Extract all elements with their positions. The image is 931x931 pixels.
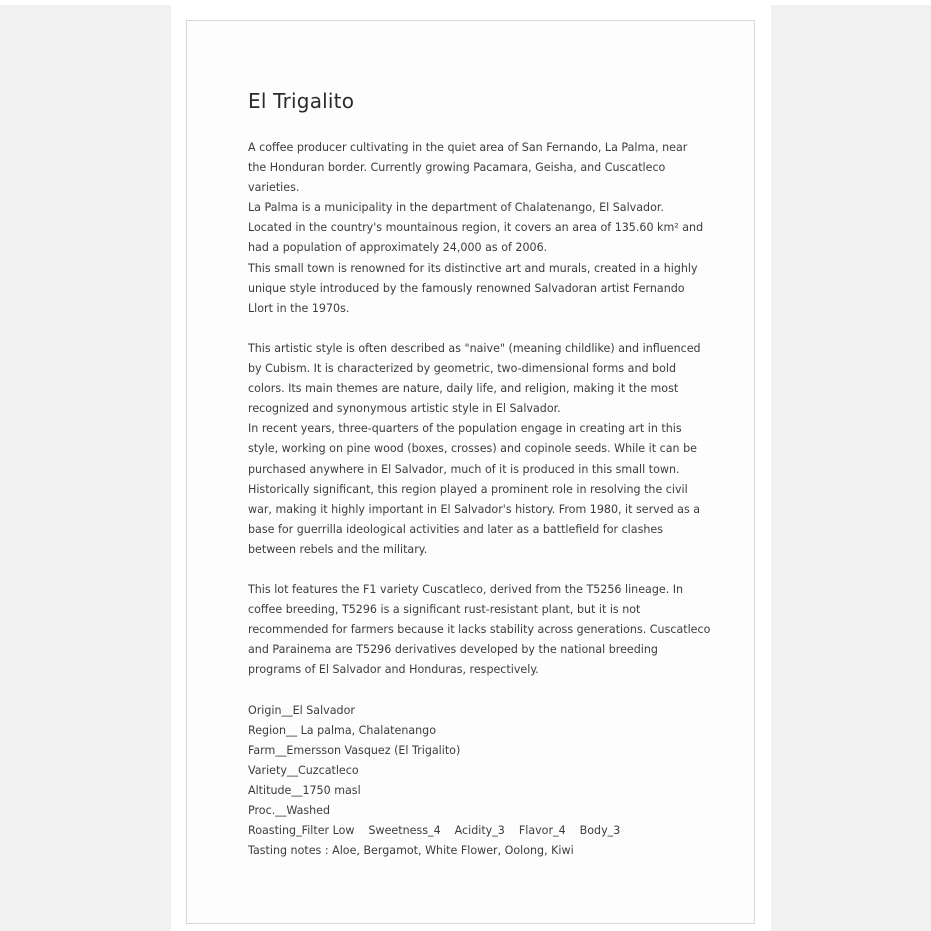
document-title: El Trigalito [248,89,355,113]
spec-profile [248,821,708,841]
paragraph-gap [248,319,708,339]
text-line: recognized and synonymous artistic style in El Salvador. [248,402,561,416]
spec-farm: Farm__Emersson Vasquez (El Trigalito) [248,743,461,757]
spec-roasting: Roasting_Filter Low [248,824,355,838]
text-line: the Honduran border. Currently growing Pacamara, Geisha, and Cuscatleco [248,161,666,175]
text-line: programs of El Salvador and Honduras, respectively. [248,663,539,677]
text-line: coffee breeding, T5296 is a significant rust-resistant plant, but it is not [248,603,641,617]
text-line: recommended for farmers because it lacks stability across generations. Cuscatleco [248,623,711,637]
spec-flavor: Flavor_4 [518,824,566,838]
text-line: This artistic style is often described as "naive" (meaning childlike) and influenced [248,341,701,355]
spec-body: Body_3 [579,824,621,838]
text-line: Located in the country's mountainous region, it covers an area of 135.60 km² and [248,221,704,235]
spec-process: Proc.__Washed [248,804,331,818]
text-line: In recent years, three-quarters of the population engage in creating art in this [248,422,682,436]
text-line: style, working on pine wood (boxes, crosses) and copinole seeds. While it can be [248,442,697,456]
text-line: had a population of approximately 24,000 as of 2006. [248,241,548,255]
text-line: purchased anywhere in El Salvador, much of it is produced in this small town. [248,462,680,476]
text-line: Llort in the 1970s. [248,301,350,315]
spec-sweetness: Sweetness_4 [368,824,441,838]
document-body [248,138,711,861]
viewer-margin-left [0,5,171,931]
text-line: colors. Its main themes are nature, daily life, and religion, making it the most [248,382,679,396]
text-line: and Parainema are T5296 derivatives developed by the national breeding [248,643,658,657]
spec-tasting-notes: Tasting notes : Aloe, Bergamot, White Flower, Oolong, Kiwi [248,844,574,858]
spec-variety: Variety__Cuzcatleco [248,763,359,777]
text-line: base for guerrilla ideological activities and later as a battlefield for clashes [248,522,663,536]
text-line: unique style introduced by the famously renowned Salvadoran artist Fernando [248,281,685,295]
text-line: La Palma is a municipality in the department of Chalatenango, El Salvador. [248,201,664,215]
spec-region: Region__ La palma, Chalatenango [248,723,437,737]
text-line: This lot features the F1 variety Cuscatleco, derived from the T5256 lineage. In [248,583,684,597]
spec-altitude: Altitude__1750 masl [248,784,361,797]
text-line: between rebels and the military. [248,542,428,556]
text-line: by Cubism. It is characterized by geometric, two-dimensional forms and bold [248,362,677,376]
text-line: varieties. [248,181,300,195]
viewer-margin-right [771,5,931,931]
document-page [186,20,755,924]
paragraph-gap [248,681,708,701]
paragraph-gap [248,560,708,580]
text-line: This small town is renowned for its distinctive art and murals, created in a highly [248,261,698,275]
spec-origin: Origin__El Salvador [248,703,355,717]
text-line: Historically significant, this region played a prominent role in resolving the civil [248,482,688,496]
text-line: A coffee producer cultivating in the quiet area of San Fernando, La Palma, near [248,141,688,154]
text-line: war, making it highly important in El Salvador's history. From 1980, it served as a [248,502,701,516]
spec-acidity: Acidity_3 [454,824,505,838]
